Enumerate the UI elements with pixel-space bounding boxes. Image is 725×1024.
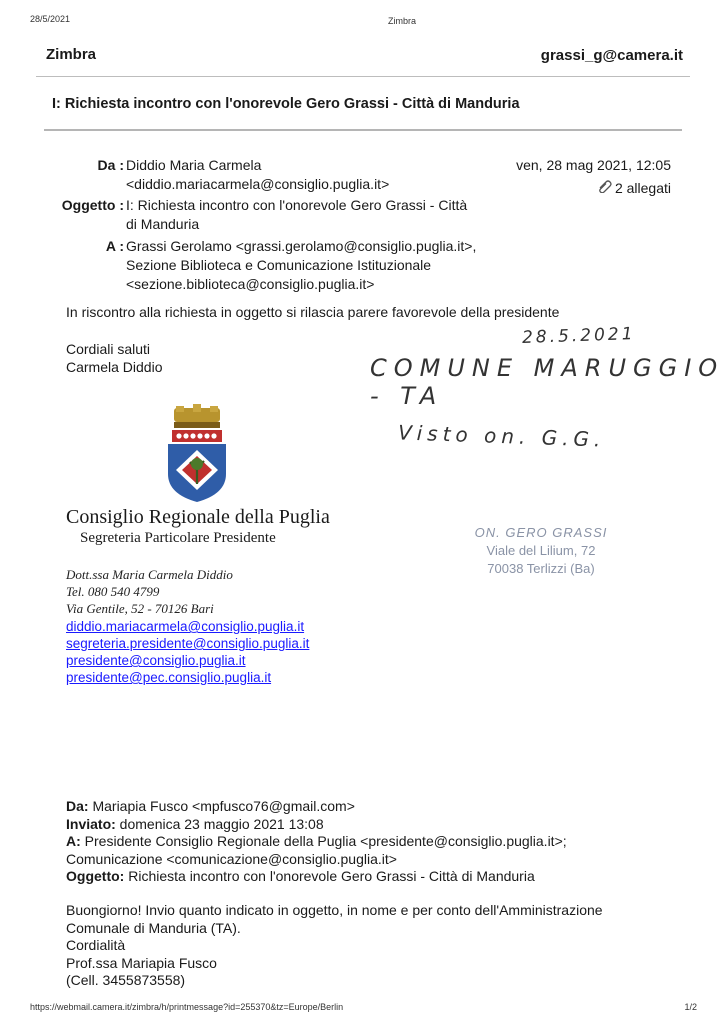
app-name: Zimbra <box>46 46 97 63</box>
fwd-body-line: Buongiorno! Invio quanto indicato in oggetto, in nome e per conto dell'Amministrazione <box>66 902 603 918</box>
email-link[interactable]: diddio.mariacarmela@consiglio.puglia.it <box>66 619 305 634</box>
fwd-body-line: Prof.ssa Mariapia Fusco <box>66 954 217 971</box>
from-email: <diddio.mariacarmela@consiglio.puglia.it> <box>126 176 390 192</box>
closing-text: Cordiali saluti <box>66 341 151 357</box>
to-line: Sezione Biblioteca e Comunicazione Istituzionale <box>126 257 432 273</box>
organization-office: Segreteria Particolare Presidente <box>80 530 276 546</box>
to-line: <sezione.biblioteca@consiglio.puglia.it> <box>126 276 375 292</box>
address-stamp <box>466 524 616 578</box>
organization-name: Consiglio Regionale della Puglia <box>66 506 330 528</box>
fwd-from-value: Mariapia Fusco <mpfusco76@gmail.com> <box>92 798 355 814</box>
email-link[interactable]: presidente@consiglio.puglia.it <box>66 653 246 668</box>
from-label: Da : <box>97 157 124 173</box>
fwd-subject-value: Richiesta incontro con l'onorevole Gero Grassi - Città di Manduria <box>128 868 535 884</box>
signature-address: Via Gentile, 52 - 70126 Bari <box>66 601 214 616</box>
message-closing <box>66 340 162 376</box>
account-email: grassi_g@camera.it <box>540 47 683 64</box>
signature-block <box>66 566 233 617</box>
attachments-count: 2 allegati <box>614 180 671 196</box>
message-body: In riscontro alla richiesta in oggetto si rilascia parere favorevole della presidente <box>66 304 560 320</box>
divider <box>44 129 682 131</box>
from-name: Diddio Maria Carmela <box>126 157 262 173</box>
message-date: ven, 28 mag 2021, 12:05 <box>516 157 671 173</box>
email-link[interactable]: presidente@pec.consiglio.puglia.it <box>66 670 272 685</box>
fwd-sent-value: domenica 23 maggio 2021 13:08 <box>119 815 324 832</box>
print-title: Zimbra <box>388 16 417 26</box>
message-subject-title: I: Richiesta incontro con l'onorevole Gero Grassi - Città di Manduria <box>52 96 520 112</box>
to-value <box>126 237 516 294</box>
fwd-to-value: Presidente Consiglio Regionale della Puglia <presidente@consiglio.puglia.it>; <box>84 833 567 849</box>
paperclip-icon <box>597 179 613 198</box>
forwarded-header <box>66 798 666 886</box>
email-link[interactable]: segreteria.presidente@consiglio.puglia.it <box>66 636 310 651</box>
to-label: A : <box>105 238 124 254</box>
attachments-link[interactable] <box>597 179 671 198</box>
from-value <box>126 156 389 194</box>
subject-line: I: Richiesta incontro con l'onorevole Gero Grassi - Città <box>126 197 468 213</box>
stamp-line: 70038 Terlizzi (Ba) <box>487 561 595 576</box>
fwd-body-line: Cordialità <box>66 937 126 953</box>
subject-value <box>126 196 506 234</box>
to-line: Grassi Gerolamo <grassi.gerolamo@consiglio.puglia.it>, <box>126 238 477 254</box>
fwd-to-label: A: <box>66 833 81 849</box>
fwd-to-value2: Comunicazione <comunicazione@consiglio.puglia.it> <box>66 850 397 867</box>
forwarded-body <box>66 902 666 990</box>
fwd-subject-label: Oggetto: <box>66 868 125 884</box>
print-date: 28/5/2021 <box>30 14 71 24</box>
print-url: https://webmail.camera.it/zimbra/h/printmessage?id=255370&tz=Europe/Berlin <box>30 1002 344 1012</box>
divider <box>36 76 690 77</box>
fwd-body-line: (Cell. 3455873558) <box>66 972 186 988</box>
fwd-from-label: Da: <box>66 798 89 814</box>
subject-line: di Manduria <box>126 216 200 232</box>
puglia-coat-of-arms-icon <box>160 404 234 504</box>
signature-links <box>66 618 309 686</box>
stamp-line: ON. GERO GRASSI <box>474 525 608 540</box>
signature-name: Dott.ssa Maria Carmela Diddio <box>66 567 233 582</box>
handwritten-visto: Visto on. G.G. <box>397 420 606 452</box>
subject-label: Oggetto : <box>61 197 124 213</box>
closing-name: Carmela Diddio <box>66 359 163 375</box>
signature-tel: Tel. 080 540 4799 <box>66 584 160 599</box>
page-number: 1/2 <box>684 1002 697 1012</box>
handwritten-date: 28.5.2021 <box>521 324 636 348</box>
fwd-sent-label: Inviato: <box>66 815 116 832</box>
fwd-body-line: Comunale di Manduria (TA). <box>66 919 241 936</box>
handwritten-comune: COMUNE MARUGGIO - TA <box>370 354 725 410</box>
stamp-line: Viale del Lilium, 72 <box>486 543 596 558</box>
